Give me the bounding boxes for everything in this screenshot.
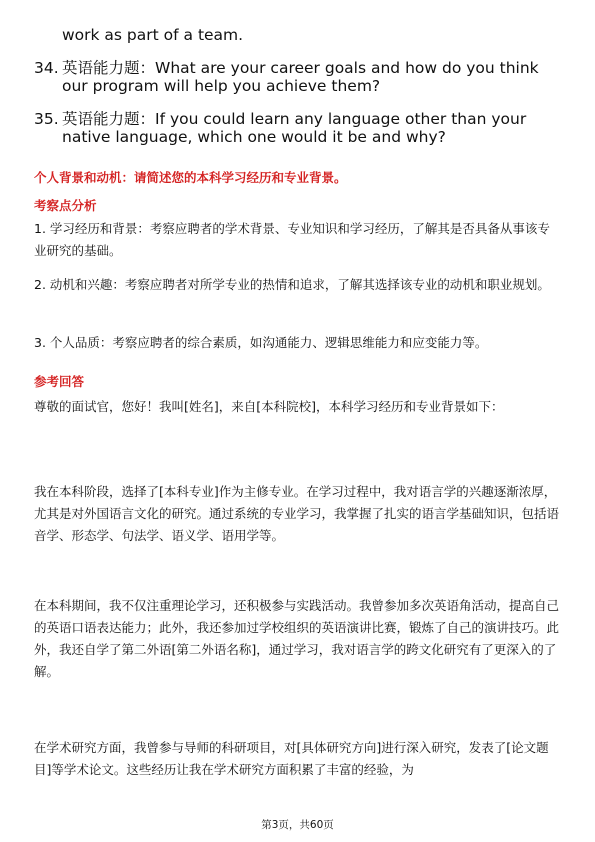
continuation-text: work as part of a team. (62, 26, 244, 44)
answer-paragraph-4: 在学术研究方面，我曾参与导师的科研项目，对[具体研究方向]进行深入研究，发表了[论文题目]等学术论文。这些经历让我在学术研究方面积累了丰富的经验，为 (34, 740, 549, 777)
section-title: 个人背景和动机：请简述您的本科学习经历和专业背景。 (34, 170, 347, 185)
analysis-item-1: 1. 学习经历和背景：考察应聘者的学术背景、专业知识和学习经历，了解其是否具备从事该专业研究的基础。 (34, 221, 550, 258)
question-text: 英语能力题：What are your career goals and how do you think our program will help you achieve them? (62, 59, 539, 95)
question-number: 34. (34, 59, 59, 77)
analysis-item-2: 2. 动机和兴趣：考察应聘者对所学专业的热情和追求，了解其选择该专业的动机和职业规划。 (34, 277, 550, 292)
page-footer: 第3页，共60页 (261, 819, 334, 831)
answer-heading: 参考回答 (34, 374, 85, 389)
answer-paragraph-2: 我在本科阶段，选择了[本科专业]作为主修专业。在学习过程中，我对语言学的兴趣逐渐浓厚，尤其是对外国语言文化的研究。通过系统的专业学习，我掌握了扎实的语言学基础知识，包括语音学、形态学、句法学、语义学、语用学等。 (34, 484, 560, 543)
question-number: 35. (34, 110, 59, 128)
answer-paragraph-1: 尊敬的面试官，您好！我叫[姓名]，来自[本科院校]，本科学习经历和专业背景如下： (34, 399, 504, 414)
question-text: 英语能力题：If you could learn any language other than your native language, which one would it be and why? (62, 110, 527, 146)
analysis-item-3: 3. 个人品质：考察应聘者的综合素质，如沟通能力、逻辑思维能力和应变能力等。 (34, 335, 488, 350)
answer-paragraph-3: 在本科期间，我不仅注重理论学习，还积极参与实践活动。我曾参加多次英语角活动，提高自己的英语口语表达能力；此外，我还参加过学校组织的英语演讲比赛，锻炼了自己的演讲技巧。此外，我还自学了第二外语[第二外语名称]，通过学习，我对语言学的跨文化研究有了更深入的了解。 (34, 598, 560, 679)
analysis-heading: 考察点分析 (34, 198, 97, 213)
